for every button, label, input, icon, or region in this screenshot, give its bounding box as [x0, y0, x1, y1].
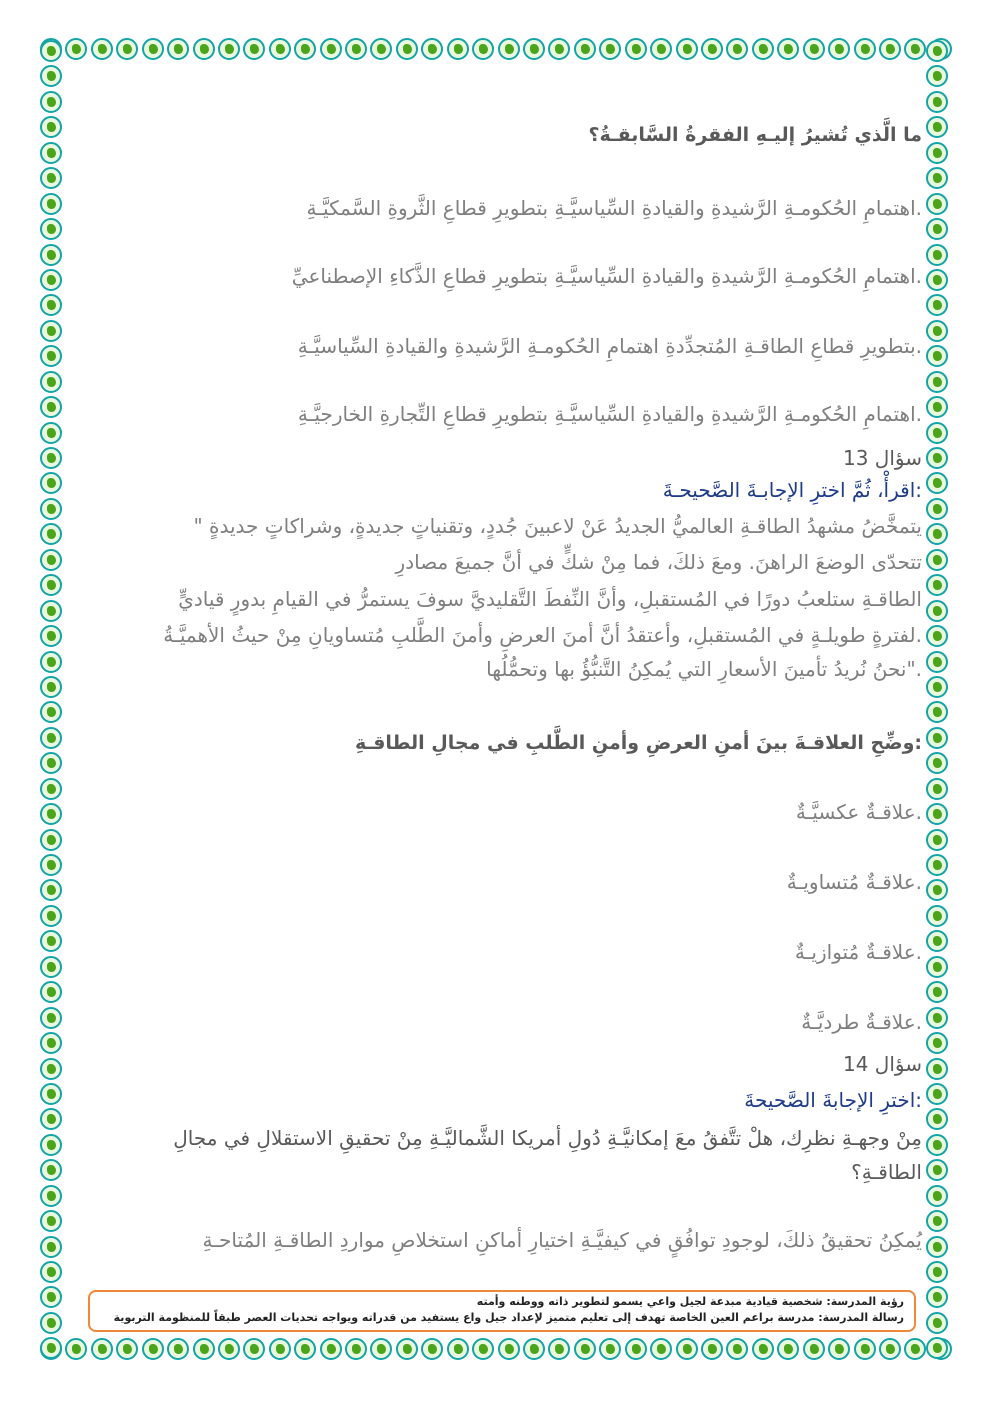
globe-border-icon: [40, 803, 62, 825]
globe-border-icon: [926, 40, 948, 62]
globe-border-icon: [926, 244, 948, 266]
globe-border-icon: [116, 1338, 138, 1360]
globe-border-icon: [40, 269, 62, 291]
globe-border-icon: [40, 65, 62, 87]
globe-border-icon: [421, 1338, 443, 1360]
globe-border-icon: [40, 676, 62, 698]
globe-border-icon: [523, 1338, 545, 1360]
globe-border-icon: [40, 1261, 62, 1283]
globe-border-icon: [40, 116, 62, 138]
globe-border-icon: [926, 294, 948, 316]
globe-border-icon: [926, 65, 948, 87]
globe-border-icon: [926, 803, 948, 825]
globe-border-icon: [40, 829, 62, 851]
q13-passage-line-5: ."نحنُ نُريدُ تأمينَ الأسعارِ التي يُمكِنُ التَّنبُّؤُ بها وتحمُّلُها: [486, 657, 922, 681]
globe-border-icon: [243, 38, 265, 60]
globe-border-icon: [650, 38, 672, 60]
globe-border-icon: [40, 651, 62, 673]
globe-border-icon: [574, 38, 596, 60]
globe-border-icon: [40, 956, 62, 978]
globe-border-icon: [926, 1007, 948, 1029]
globe-border-icon: [396, 1338, 418, 1360]
globe-border-icon: [926, 396, 948, 418]
globe-border-icon: [40, 294, 62, 316]
globe-border-icon: [926, 447, 948, 469]
globe-border-icon: [828, 1338, 850, 1360]
globe-border-icon: [777, 38, 799, 60]
globe-border-icon: [320, 1338, 342, 1360]
globe-border-icon: [926, 1312, 948, 1334]
globe-border-icon: [926, 676, 948, 698]
globe-border-icon: [926, 167, 948, 189]
globe-border-icon: [752, 38, 774, 60]
q14-number: سؤال 14: [843, 1052, 922, 1076]
globe-border-icon: [40, 625, 62, 647]
globe-border-icon: [40, 727, 62, 749]
globe-border-icon: [40, 345, 62, 367]
globe-border-icon: [926, 1286, 948, 1308]
globe-border-icon: [854, 1338, 876, 1360]
q12-question: ما الَّذي تُشيرُ إليـهِ الفقرةُ السَّابقـةُ؟: [588, 124, 922, 146]
globe-border-icon: [548, 38, 570, 60]
q13-option-3[interactable]: .علاقـةٌ مُتوازيـةٌ: [794, 940, 922, 964]
globe-border-icon: [142, 1338, 164, 1360]
globe-border-icon: [320, 38, 342, 60]
globe-border-icon: [904, 1338, 926, 1360]
globe-border-icon: [574, 1338, 596, 1360]
globe-border-icon: [40, 396, 62, 418]
globe-border-icon: [803, 1338, 825, 1360]
globe-border-icon: [926, 1032, 948, 1054]
globe-border-icon: [294, 1338, 316, 1360]
globe-border-icon: [926, 1337, 948, 1359]
globe-border-icon: [803, 38, 825, 60]
globe-border-icon: [926, 829, 948, 851]
globe-border-icon: [345, 1338, 367, 1360]
q13-option-1[interactable]: .علاقـةٌ عكسيَّـةٌ: [795, 800, 922, 824]
globe-border-icon: [40, 1058, 62, 1080]
globe-border-icon: [193, 1338, 215, 1360]
globe-border-icon: [926, 879, 948, 901]
school-footer: [88, 1290, 916, 1332]
globe-border-icon: [926, 1236, 948, 1258]
globe-border-icon: [40, 447, 62, 469]
globe-border-icon: [926, 91, 948, 113]
globe-border-icon: [447, 38, 469, 60]
globe-border-icon: [879, 1338, 901, 1360]
globe-border-icon: [926, 422, 948, 444]
globe-border-icon: [40, 320, 62, 342]
globe-border-icon: [40, 701, 62, 723]
globe-border-icon: [926, 1210, 948, 1232]
globe-border-icon: [926, 218, 948, 240]
globe-border-icon: [218, 38, 240, 60]
border-top: [40, 38, 952, 64]
globe-border-icon: [40, 40, 62, 62]
globe-border-icon: [926, 905, 948, 927]
globe-border-icon: [926, 574, 948, 596]
globe-border-icon: [40, 854, 62, 876]
border-left: [40, 40, 66, 1360]
globe-border-icon: [926, 1083, 948, 1105]
globe-border-icon: [926, 778, 948, 800]
q13-instruction: :اقرأْ، ثُمَّ اخترِ الإجابـةَ الصَّحيحـةَ: [662, 478, 922, 502]
globe-border-icon: [116, 38, 138, 60]
globe-border-icon: [40, 498, 62, 520]
globe-border-icon: [40, 1236, 62, 1258]
globe-border-icon: [345, 38, 367, 60]
globe-border-icon: [926, 1134, 948, 1156]
globe-border-icon: [701, 38, 723, 60]
globe-border-icon: [40, 1312, 62, 1334]
globe-border-icon: [752, 1338, 774, 1360]
globe-border-icon: [40, 1032, 62, 1054]
globe-border-icon: [40, 422, 62, 444]
globe-border-icon: [926, 193, 948, 215]
q13-passage-line-1: يتمخَّضُ مشهدُ الطاقـةِ العالميُّ الجديدُ عَنْ لاعبينَ جُددٍ، وتقنياتٍ جديدةٍ، وشراكاتٍ جديدةٍ ": [193, 514, 922, 538]
q12-option-3[interactable]: .بتطويرِ قطاعِ الطاقـةِ المُتجدِّدةِ اهتمامِ الحُكومـةِ الرَّشيدةِ والقيادةِ السِّياسيَّـةِ: [297, 334, 922, 358]
q14-option-1[interactable]: يُمكِنُ تحقيقُ ذلكَ، لوجودِ توافُقٍ في كيفيَّـةِ اختيارِ أماكنِ استخلاصِ مواردِ الطاقـةِ المُتاحـةِ: [202, 1228, 922, 1252]
globe-border-icon: [926, 320, 948, 342]
globe-border-icon: [40, 91, 62, 113]
globe-border-icon: [926, 752, 948, 774]
globe-border-icon: [854, 38, 876, 60]
q13-passage-line-4: .لفترةٍ طويلـةٍ في المُستقبلِ، وأعتقدُ أنَّ أمنَ العرضِ وأمنَ الطَّلبِ مُتساويانِ مِنْ حيثُ الأهميَّـةُ: [163, 623, 922, 647]
globe-border-icon: [40, 600, 62, 622]
globe-border-icon: [167, 38, 189, 60]
globe-border-icon: [40, 549, 62, 571]
globe-border-icon: [926, 600, 948, 622]
globe-border-icon: [472, 1338, 494, 1360]
globe-border-icon: [926, 625, 948, 647]
q13-option-4[interactable]: .علاقـةٌ طرديَّـةٌ: [801, 1010, 922, 1034]
globe-border-icon: [926, 1058, 948, 1080]
globe-border-icon: [926, 345, 948, 367]
globe-border-icon: [167, 1338, 189, 1360]
globe-border-icon: [926, 523, 948, 545]
globe-border-icon: [142, 38, 164, 60]
globe-border-icon: [294, 38, 316, 60]
globe-border-icon: [926, 1185, 948, 1207]
globe-border-icon: [926, 498, 948, 520]
globe-border-icon: [701, 1338, 723, 1360]
globe-border-icon: [40, 879, 62, 901]
globe-border-icon: [926, 116, 948, 138]
school-vision: رؤية المدرسة: شخصية قيادية مبدعة لجيل واعي يسمو لتطوير ذاته ووطنه وأمته: [476, 1295, 904, 1308]
q12-option-1[interactable]: .اهتمامِ الحُكومـةِ الرَّشيدةِ والقيادةِ السِّياسيَّـةِ بتطويرِ قطاعِ الثَّروةِ السَّمكيَّـةِ: [306, 196, 922, 220]
globe-border-icon: [926, 1261, 948, 1283]
q12-option-2[interactable]: .اهتمامِ الحُكومـةِ الرَّشيدةِ والقيادةِ السِّياسيَّـةِ بتطويرِ قطاعِ الذَّكاءِ الإصطناعيِّ: [291, 264, 922, 288]
globe-border-icon: [599, 38, 621, 60]
globe-border-icon: [396, 38, 418, 60]
globe-border-icon: [926, 956, 948, 978]
globe-border-icon: [40, 142, 62, 164]
globe-border-icon: [40, 523, 62, 545]
globe-border-icon: [40, 218, 62, 240]
globe-border-icon: [40, 193, 62, 215]
globe-border-icon: [926, 981, 948, 1003]
globe-border-icon: [926, 142, 948, 164]
border-bottom: [40, 1338, 952, 1364]
globe-border-icon: [726, 1338, 748, 1360]
globe-border-icon: [523, 38, 545, 60]
q13-option-2[interactable]: .علاقـةٌ مُتساويـةٌ: [786, 870, 922, 894]
q13-question: :وضِّحِ العلاقـةَ بينَ أمنِ العرضِ وأمنِ الطَّلبِ في مجالِ الطاقـةِ: [354, 732, 922, 754]
globe-border-icon: [40, 752, 62, 774]
globe-border-icon: [40, 1185, 62, 1207]
globe-border-icon: [926, 472, 948, 494]
globe-border-icon: [40, 905, 62, 927]
border-right: [926, 40, 952, 1360]
globe-border-icon: [926, 269, 948, 291]
globe-border-icon: [91, 1338, 113, 1360]
globe-border-icon: [777, 1338, 799, 1360]
globe-border-icon: [726, 38, 748, 60]
globe-border-icon: [676, 38, 698, 60]
globe-border-icon: [40, 574, 62, 596]
globe-border-icon: [40, 981, 62, 1003]
q14-instruction: :اخترِ الإجابةَ الصَّحيحةَ: [744, 1088, 922, 1112]
globe-border-icon: [599, 1338, 621, 1360]
globe-border-icon: [40, 244, 62, 266]
globe-border-icon: [40, 930, 62, 952]
globe-border-icon: [676, 1338, 698, 1360]
globe-border-icon: [926, 651, 948, 673]
globe-border-icon: [926, 1108, 948, 1130]
globe-border-icon: [904, 38, 926, 60]
globe-border-icon: [421, 38, 443, 60]
school-mission: رسالة المدرسة: مدرسة براعم العين الخاصة تهدف إلى تعليم متميز لإعداد جيل واع يستفيد من قدراته ويواجه تحديات العصر طبقاً للمنظومة التربوية: [113, 1311, 904, 1324]
globe-border-icon: [269, 38, 291, 60]
globe-border-icon: [926, 930, 948, 952]
globe-border-icon: [218, 1338, 240, 1360]
globe-border-icon: [926, 549, 948, 571]
globe-border-icon: [472, 38, 494, 60]
globe-border-icon: [879, 38, 901, 60]
globe-border-icon: [447, 1338, 469, 1360]
globe-border-icon: [650, 1338, 672, 1360]
globe-border-icon: [926, 727, 948, 749]
q13-passage-line-2: تتحدّى الوضعَ الراهنَ. ومعَ ذلكَ، فما مِنْ شكٍّ في أنَّ جميعَ مصادرِ: [395, 550, 922, 574]
globe-border-icon: [40, 1286, 62, 1308]
globe-border-icon: [40, 167, 62, 189]
globe-border-icon: [40, 1007, 62, 1029]
q12-option-4[interactable]: .اهتمامِ الحُكومـةِ الرَّشيدةِ والقيادةِ السِّياسيَّـةِ بتطويرِ قطاعِ التِّجارةِ الخارجيَّـةِ: [297, 402, 922, 426]
q14-question-line-2: الطاقـةِ؟: [851, 1160, 922, 1184]
globe-border-icon: [40, 371, 62, 393]
globe-border-icon: [370, 38, 392, 60]
globe-border-icon: [40, 1108, 62, 1130]
globe-border-icon: [40, 778, 62, 800]
globe-border-icon: [40, 1159, 62, 1181]
globe-border-icon: [926, 1159, 948, 1181]
q13-passage-line-3: الطاقـةِ ستلعبُ دورًا في المُستقبلِ، وأنَّ النِّفطَ التَّقليديَّ سوفَ يستمرُّ في القيامِ بدورٍ قياديٍّ: [178, 587, 922, 611]
globe-border-icon: [40, 1083, 62, 1105]
globe-border-icon: [926, 371, 948, 393]
globe-border-icon: [40, 1210, 62, 1232]
globe-border-icon: [625, 38, 647, 60]
globe-border-icon: [828, 38, 850, 60]
globe-border-icon: [40, 1134, 62, 1156]
q13-number: سؤال 13: [843, 446, 922, 470]
globe-border-icon: [243, 1338, 265, 1360]
globe-border-icon: [91, 38, 113, 60]
q14-question-line-1: مِنْ وجهـةِ نظرِك، هلْ تتَّفقُ معَ إمكانيَّـةِ دُولِ أمريكا الشَّماليَّـةِ مِنْ تحقيقِ الاستقلالِ في مجالِ: [173, 1126, 922, 1150]
globe-border-icon: [65, 1338, 87, 1360]
globe-border-icon: [65, 38, 87, 60]
globe-border-icon: [40, 472, 62, 494]
globe-border-icon: [370, 1338, 392, 1360]
globe-border-icon: [926, 701, 948, 723]
globe-border-icon: [269, 1338, 291, 1360]
globe-border-icon: [40, 1337, 62, 1359]
globe-border-icon: [548, 1338, 570, 1360]
globe-border-icon: [193, 38, 215, 60]
globe-border-icon: [498, 38, 520, 60]
globe-border-icon: [498, 1338, 520, 1360]
globe-border-icon: [926, 854, 948, 876]
globe-border-icon: [625, 1338, 647, 1360]
